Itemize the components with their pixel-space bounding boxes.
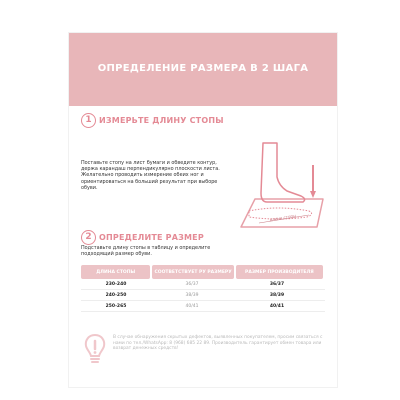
cell-manufacturer-size: 40/41: [269, 303, 285, 309]
warranty-note: В случае обнаружения скрытых дефектов, выявленных покупателем, просим связаться с нами по тел./WhatsApp: 8 (968) 685 22 89. Производитель гарантирует обмен товара или возврат денежных средств!: [113, 335, 323, 352]
lightbulb-icon: [83, 333, 107, 367]
paper-sheet-shape: [241, 199, 323, 227]
step-2-title: ОПРЕДЕЛИТЕ РАЗМЕР: [99, 233, 204, 242]
size-guide-card: [68, 32, 338, 388]
size-table-header: [81, 265, 325, 279]
pencil-tip-shape: [310, 191, 316, 198]
cell-ru-size: 38/39: [185, 292, 199, 298]
header-manufacturer-size: РАЗМЕР ПРОИЗВОДИТЕЛЯ: [236, 265, 323, 279]
header-banner: [69, 33, 337, 106]
cell-manufacturer-size: 36/37: [269, 281, 285, 287]
cell-foot-length: 250-265: [105, 303, 127, 309]
cell-manufacturer-size: 38/39: [269, 292, 285, 298]
step-1-number: 1: [81, 113, 96, 128]
cell-foot-length: 240-250: [105, 292, 127, 298]
step-2-number: 2: [81, 230, 96, 245]
size-table: [81, 265, 325, 312]
cell-ru-size: 40/41: [185, 303, 199, 309]
step-1-title: ИЗМЕРЬТЕ ДЛИНУ СТОПЫ: [99, 116, 224, 125]
page-title: ОПРЕДЕЛЕНИЕ РАЗМЕРА В 2 ШАГА: [97, 63, 309, 74]
header-ru-size: СООТВЕТСТВУЕТ РУ РАЗМЕРУ: [152, 265, 233, 279]
table-row: [81, 279, 325, 290]
foot-length-label: длина стопы: [269, 212, 297, 223]
table-row: [81, 290, 325, 301]
step-1-text: Поставьте стопу на лист бумаги и обведите контур, держа карандаш перпендикулярно плоскости листа. Желательно проводить измерение обеих ног и ориентироваться на больший результат при выборе обуви.: [81, 160, 220, 191]
step-2-text: Подставьте длину стопы в таблицу и определите подходящий размер обуви.: [81, 245, 211, 258]
foot-outline-shape: [261, 143, 305, 202]
foot-measure-icon: [237, 141, 329, 233]
step-1-heading: [81, 113, 224, 128]
cell-foot-length: 230-240: [105, 281, 127, 287]
bulb-base-shape: [91, 359, 99, 362]
header-foot-length: ДЛИНА СТОПЫ: [81, 265, 150, 279]
cell-ru-size: 36/37: [185, 281, 199, 287]
exclamation-dot-shape: [94, 351, 97, 354]
table-row: [81, 301, 325, 312]
step-2-heading: [81, 230, 204, 245]
